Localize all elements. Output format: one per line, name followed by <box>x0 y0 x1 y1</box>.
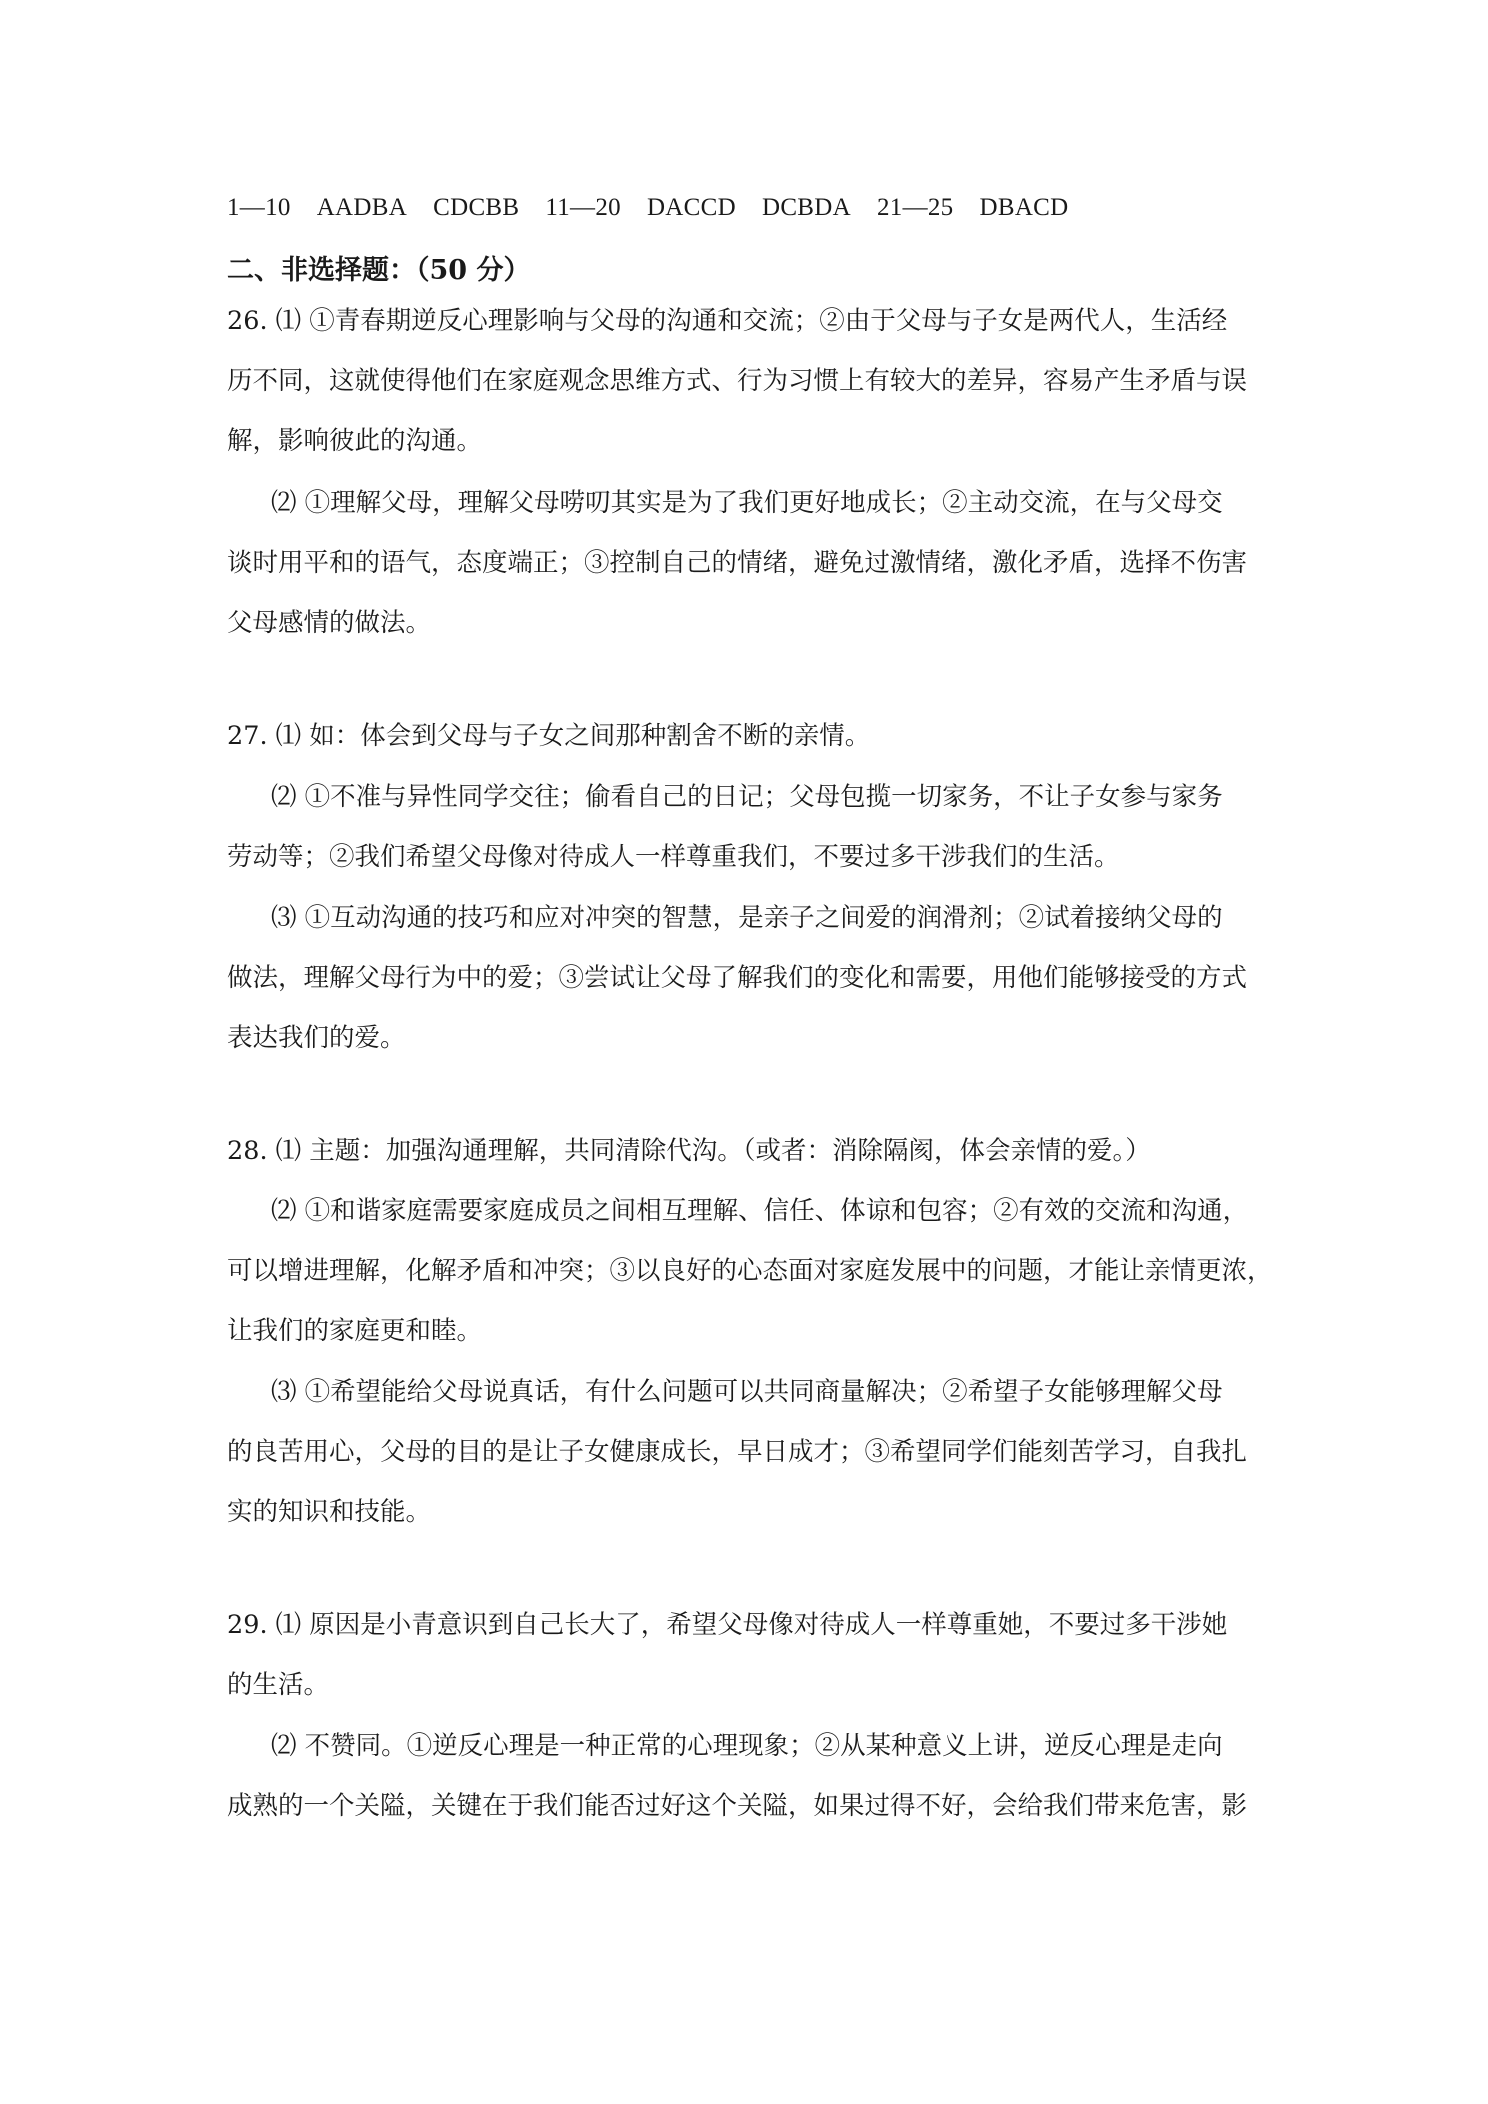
answer-group: DBACD <box>979 194 1069 221</box>
answer-line: 的生活。 <box>227 1670 330 1700</box>
answer-line: 解，影响彼此的沟通。 <box>227 426 483 456</box>
answer-line: ⑵ ①和谐家庭需要家庭成员之间相互理解、信任、体谅和包容；②有效的交流和沟通， <box>271 1196 1249 1226</box>
answer-line: 谈时用平和的语气，态度端正；③控制自己的情绪，避免过激情绪，激化矛盾，选择不伤害 <box>227 548 1248 578</box>
answer-line: ⑶ ①希望能给父母说真话，有什么问题可以共同商量解决；②希望子女能够理解父母 <box>271 1377 1223 1407</box>
answer-line: 做法，理解父母行为中的爱；③尝试让父母了解我们的变化和需要，用他们能够接受的方式 <box>227 963 1248 993</box>
answer-line: ⑶ ①互动沟通的技巧和应对冲突的智慧，是亲子之间爱的润滑剂；②试着接纳父母的 <box>271 903 1223 933</box>
answer-group: CDCBB <box>433 194 520 221</box>
multiple-choice-answer-key <box>227 194 1095 222</box>
answer-line: 劳动等；②我们希望父母像对待成人一样尊重我们，不要过多干涉我们的生活。 <box>227 842 1120 872</box>
answer-range-label: 21—25 <box>876 194 954 221</box>
answer-line: 28. ⑴ 主题：加强沟通理解，共同清除代沟。（或者：消除隔阂，体会亲情的爱。） <box>227 1136 1151 1166</box>
answer-line: 让我们的家庭更和睦。 <box>227 1316 483 1346</box>
answer-line: 27. ⑴ 如：体会到父母与子女之间那种割舍不断的亲情。 <box>227 721 871 751</box>
answer-line: 实的知识和技能。 <box>227 1497 432 1527</box>
answer-group: DACCD <box>646 194 736 221</box>
answer-line: ⑵ ①理解父母，理解父母唠叨其实是为了我们更好地成长；②主动交流，在与父母交 <box>271 488 1223 518</box>
answer-group: AADBA <box>316 194 408 221</box>
answer-line: 成熟的一个关隘，关键在于我们能否过好这个关隘，如果过得不好，会给我们带来危害，影 <box>227 1791 1248 1821</box>
answer-range-label: 1—10 <box>227 194 291 221</box>
answer-range-label: 11—20 <box>545 194 621 221</box>
answer-line: 可以增进理解，化解矛盾和冲突；③以良好的心态面对家庭发展中的问题，才能让亲情更浓， <box>227 1256 1273 1286</box>
answer-line: ⑵ 不赞同。①逆反心理是一种正常的心理现象；②从某种意义上讲，逆反心理是走向 <box>271 1731 1223 1761</box>
answer-group: DCBDA <box>761 194 851 221</box>
answer-line: 的良苦用心，父母的目的是让子女健康成长，早日成才；③希望同学们能刻苦学习，自我扎 <box>227 1437 1248 1467</box>
answer-line: 父母感情的做法。 <box>227 608 432 638</box>
answer-line: 29. ⑴ 原因是小青意识到自己长大了，希望父母像对待成人一样尊重她，不要过多干涉她 <box>227 1610 1228 1640</box>
answer-line: 26. ⑴ ①青春期逆反心理影响与父母的沟通和交流；②由于父母与子女是两代人，生活经 <box>227 306 1228 336</box>
answer-line: 历不同，这就使得他们在家庭观念思维方式、行为习惯上有较大的差异，容易产生矛盾与误 <box>227 366 1248 396</box>
answer-line: ⑵ ①不准与异性同学交往；偷看自己的日记；父母包揽一切家务，不让子女参与家务 <box>271 782 1223 812</box>
answer-line: 表达我们的爱。 <box>227 1023 406 1053</box>
section-heading: 二、非选择题：（50 分） <box>227 255 531 286</box>
